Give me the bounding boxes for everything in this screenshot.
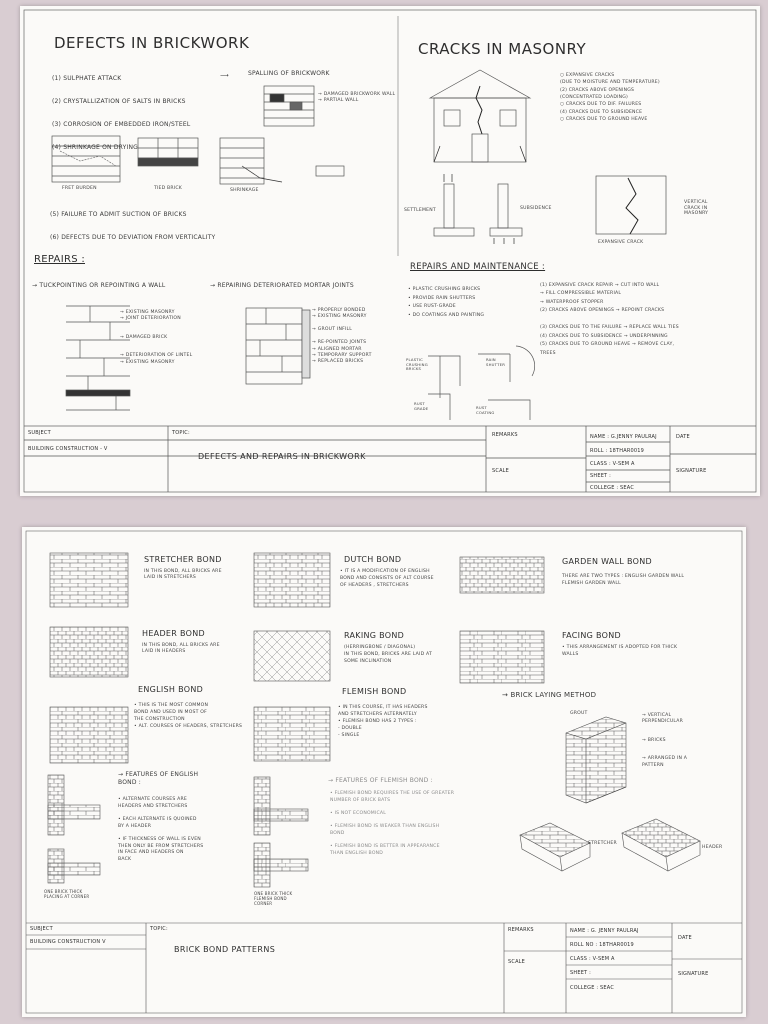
- bond-description: IN THIS BOND, ALL BRICKS ARE LAID IN STRETCHERS: [144, 569, 222, 580]
- signature-label: SIGNATURE: [678, 971, 709, 977]
- topic-label: TOPIC:: [150, 926, 168, 932]
- brick-laying-heading: → BRICK LAYING METHOD: [502, 691, 597, 699]
- header-label: HEADER: [702, 845, 723, 850]
- settlement-subsidence-sketch: [434, 174, 522, 244]
- flemish-corner-sketch: [254, 777, 308, 887]
- roll-field: ROLL NO : 18THAR0019: [570, 942, 634, 948]
- sketch-caption: FRET BURDEN: [62, 186, 97, 191]
- bond-title: DUTCH BOND: [344, 555, 402, 564]
- garden-wall-bond-sketch: [460, 557, 544, 593]
- bond-title: GARDEN WALL BOND: [562, 557, 652, 566]
- stretcher-bond-sketch: [50, 553, 128, 607]
- college-field: COLLEGE : SEAC: [570, 985, 615, 991]
- stretcher-course-sketch: [520, 823, 590, 871]
- topic-label: TOPIC:: [172, 430, 190, 436]
- defects-list-2: [50, 198, 215, 255]
- remarks-label: REMARKS: [492, 432, 518, 438]
- subject-value: BUILDING CONSTRUCTION - V: [28, 446, 108, 452]
- subject-label: SUBJECT: [28, 430, 51, 436]
- brick-laying-isometric: [566, 717, 626, 803]
- topic-value: DEFECTS AND REPAIRS IN BRICKWORK: [198, 452, 366, 461]
- repairs-line: → TUCKPOINTING OR REPOINTING A WALL: [32, 282, 166, 289]
- repair-sketch-2: [246, 308, 310, 384]
- sketch-caption: SHRINKAGE: [230, 188, 259, 193]
- features-flemish-heading: → FEATURES OF FLEMISH BOND :: [328, 777, 433, 784]
- drawing-sheet-bonds: [22, 527, 746, 1017]
- roll-field: ROLL : 18THAR0019: [590, 448, 645, 454]
- bond-description: (HERRINGBONE / DIAGONAL) IN THIS BOND, BRICKS ARE LAID AT SOME INCLINATION: [344, 645, 432, 664]
- title-block-2-lines: [26, 923, 742, 1013]
- scale-label: SCALE: [508, 959, 526, 965]
- bond-description: IN THIS BOND, ALL BRICKS ARE LAID IN HEADERS: [142, 643, 220, 654]
- features-english-list: • ALTERNATE COURSES ARE HEADERS AND STRETCHERS • EACH ALTERNATE IS QUOINED BY A HEADER • IF THICKNESS OF WALL IS EVEN THEN ONLY BE FROM STRETCHERS IN FACE AND HEADERS ON BACK: [118, 797, 204, 862]
- spalling-labels: → DAMAGED BRICKWORK WALL → PARTIAL WALL: [318, 92, 396, 103]
- expansive-crack-label: EXPANSIVE CRACK: [598, 240, 644, 245]
- subject-label: SUBJECT: [30, 926, 53, 932]
- sheet-field: SHEET :: [590, 473, 611, 479]
- features-flemish-list: • FLEMISH BOND REQUIRES THE USE OF GREATER NUMBER OF BRICK BATS • IS NOT ECONOMICAL • FLEMISH BOND IS WEAKER THAN ENGLISH BOND • FLEMISH BOND IS BETTER IN APPEARANCE THAN ENGLISH BOND: [330, 791, 455, 856]
- signature-label: SIGNATURE: [676, 468, 707, 474]
- repairs-labels-2: → PROPERLY BONDED → EXISTING MASONRY → GROUT INFILL → RE-POINTED JOINTS → ALIGNED MORTAR → TEMPORARY SUPPORT → REPLACED BRICKS: [312, 308, 372, 365]
- cracks-list: ○ EXPANSIVE CRACKS (DUE TO MOISTURE AND TEMPERATURE) (2) CRACKS ABOVE OPENINGS (CONCENTRATED LOADING) ○ CRACKS DUE TO DIF. FAILURES (4) CRACKS DUE TO SUBSIDENCE ○ CRACKS DUE TO GROUND HEAVE: [560, 73, 660, 123]
- defect-item: (5) FAILURE TO ADMIT SUCTION OF BRICKS: [50, 211, 187, 219]
- defect-item: (4) SHRINKAGE ON DRYING: [52, 143, 139, 151]
- brick-laying-labels: → VERTICAL PERPENDICULAR → BRICKS → ARRANGED IN A PATTERN: [642, 713, 688, 768]
- defect-item: (6) DEFECTS DUE TO DEVIATION FROM VERTICALITY: [50, 234, 216, 242]
- maintenance-right-list: (1) EXPANSIVE CRACK REPAIR → CUT INTO WALL → FILL COMPRESSIBLE MATERIAL → WATERPROOF STOPPER (2) CRACKS ABOVE OPENINGS → REPOINT CRACKS (3) CRACKS DUE TO THE FAILURE → REPLACE WALL TIES (4) CRACKS DUE TO SUBSIDENCE → UNDERPINNING (5) CRACKS DUE TO GROUND HEAVE → REMOVE CLAY, TREES: [540, 283, 679, 356]
- header-bond-sketch: [50, 627, 128, 677]
- vertical-crack-label: VERTICAL CRACK IN MASONRY: [684, 200, 709, 217]
- grout-label: GROUT: [570, 711, 588, 716]
- class-field: CLASS : V-SEM A: [590, 461, 635, 467]
- header-course-sketch: [622, 819, 700, 871]
- bond-title: FLEMISH BOND: [342, 687, 407, 696]
- bond-title: STRETCHER BOND: [144, 555, 222, 564]
- english-corner-caption: ONE BRICK THICK PLACING AT CORNER: [44, 889, 90, 899]
- english-corner-sketch: [48, 775, 100, 883]
- expansive-crack-sketch: [596, 176, 666, 234]
- dutch-bond-sketch: [254, 553, 330, 607]
- bond-title: ENGLISH BOND: [138, 685, 204, 694]
- sketch-caption: TIED BRICK: [154, 186, 182, 191]
- defect-item: (1) SULPHATE ATTACK: [52, 75, 122, 83]
- flemish-corner-caption: ONE BRICK THICK FLEMISH BOND CORNER: [254, 891, 293, 906]
- features-english-heading: → FEATURES OF ENGLISH BOND :: [118, 771, 199, 786]
- sheet-field: SHEET :: [570, 970, 591, 976]
- subsidence-label: SUBSIDENCE: [520, 206, 552, 211]
- class-field: CLASS : V-SEM A: [570, 956, 615, 962]
- spalling-sketch: [264, 86, 314, 126]
- settlement-label: SETTLEMENT: [404, 208, 436, 213]
- defects-heading: DEFECTS IN BRICKWORK: [54, 34, 250, 52]
- name-field: NAME : G. JENNY PAULRAJ: [570, 928, 639, 934]
- flemish-bond-sketch: [254, 707, 330, 761]
- raking-bond-sketch: [254, 631, 330, 681]
- date-label: DATE: [678, 935, 692, 941]
- cracks-heading: CRACKS IN MASONRY: [418, 40, 587, 58]
- repairs-labels-1: → EXISTING MASONRY → JOINT DETERIORATION → DAMAGED BRICK → DETERIORATION OF LINTEL → EXISTING MASONRY: [120, 310, 193, 365]
- repairs-line-2: → REPAIRING DETERIORATED MORTAR JOINTS: [210, 282, 354, 289]
- bond-title: RAKING BOND: [344, 631, 405, 640]
- facing-bond-sketch: [460, 631, 544, 683]
- name-field: NAME : G.JENNY PAULRAJ: [590, 434, 657, 440]
- remarks-label: REMARKS: [508, 927, 534, 933]
- maintenance-sketch-label: RUST GRADE: [414, 401, 429, 411]
- defects-list: [52, 62, 190, 165]
- bond-description: • IT IS A MODIFICATION OF ENGLISH BOND AND CONSISTS OF ALT COURSE OF HEADERS , STRETCHERS: [340, 569, 434, 588]
- topic-value: BRICK BOND PATTERNS: [174, 945, 276, 954]
- bond-description: THERE ARE TWO TYPES : ENGLISH GARDEN WALL FLEMISH GARDEN WALL: [562, 574, 685, 587]
- maintenance-heading: REPAIRS AND MAINTENANCE :: [410, 262, 546, 272]
- maintenance-list: • PLASTIC CRUSHING BRICKS • PROVIDE RAIN SHUTTERS • USE RUST-GRADE • DO COATINGS AND PAINTING: [408, 287, 485, 319]
- bond-description: • THIS IS THE MOST COMMON BOND AND USED IN MOST OF THE CONSTRUCTION • ALT. COURSES OF HEADERS, STRETCHERS: [134, 703, 243, 729]
- subject-value: BUILDING CONSTRUCTION V: [30, 939, 106, 945]
- bond-title: FACING BOND: [562, 631, 621, 640]
- bond-title: HEADER BOND: [142, 629, 205, 638]
- drawing-sheet-defects: [20, 6, 760, 496]
- arrow-glyph: ⟶: [220, 72, 229, 79]
- house-crack-sketch: [430, 70, 530, 162]
- bond-description: • THIS ARRANGEMENT IS ADOPTED FOR THICK WALLS: [562, 645, 678, 657]
- college-field: COLLEGE : SEAC: [590, 485, 635, 491]
- maintenance-sketch-label: RUST COATING: [476, 405, 495, 415]
- english-bond-sketch: [50, 707, 128, 763]
- bond-description: • IN THIS COURSE, IT HAS HEADERS AND STRETCHERS ALTERNATELY • FLEMISH BOND HAS 2 TYPES : - DOUBLE - SINGLE: [338, 705, 428, 738]
- repairs-heading: REPAIRS :: [34, 254, 85, 265]
- stretcher-label: STRETCHER: [588, 841, 617, 846]
- date-label: DATE: [676, 434, 690, 440]
- defect-item: (2) CRYSTALLIZATION OF SALTS IN BRICKS: [52, 98, 186, 106]
- spalling-label: SPALLING OF BRICKWORK: [248, 70, 330, 77]
- scale-label: SCALE: [492, 468, 510, 474]
- maintenance-sketch-label: PLASTIC CRUSHING BRICKS: [406, 357, 428, 372]
- maintenance-sketch-label: RAIN SHUTTER: [486, 357, 506, 367]
- defect-item: (3) CORROSION OF EMBEDDED IRON/STEEL: [52, 120, 191, 128]
